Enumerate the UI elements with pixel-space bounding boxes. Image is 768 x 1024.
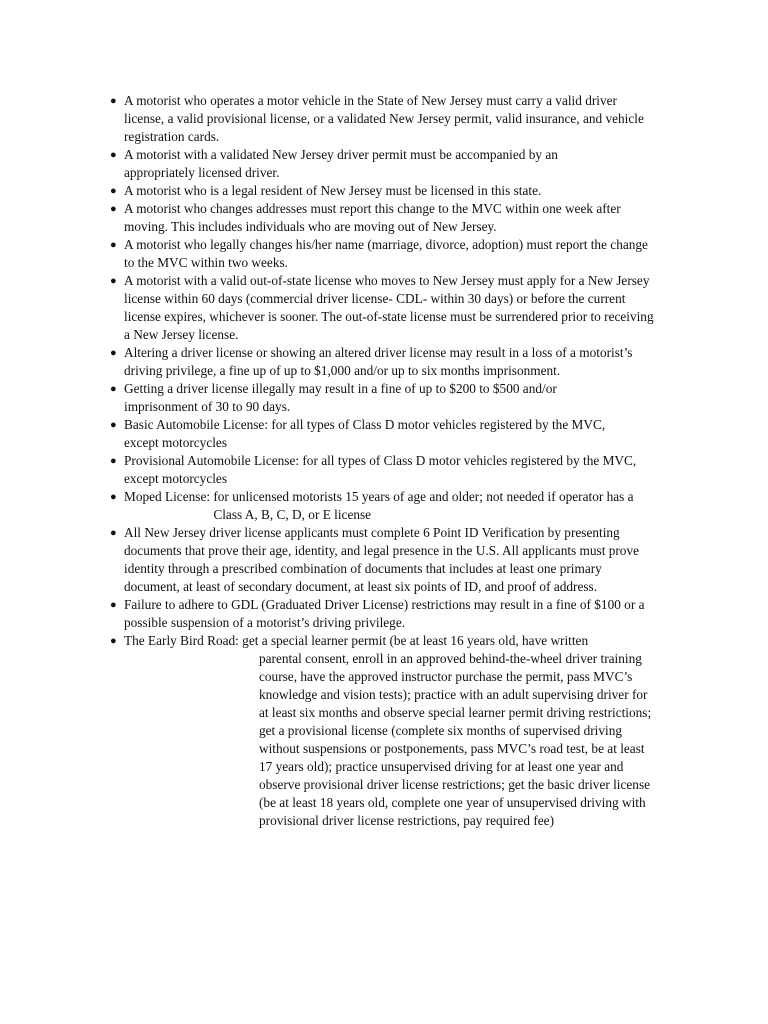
bullet-icon: ● (110, 635, 117, 647)
list-item-moped (110, 488, 670, 524)
bullet-icon: ● (110, 149, 117, 161)
item-text: Getting a driver license illegally may result in a fine of up to $200 to $500 and/or imprisonment of 30 to 90 days. (124, 381, 557, 414)
list-item (110, 344, 670, 380)
moped-label: Moped License: (124, 489, 214, 504)
early-bird-first-line: get a special learner permit (be at least 16 years old, have written (242, 633, 589, 648)
bullet-icon: ● (110, 239, 117, 251)
item-text: A motorist with a validated New Jersey driver permit must be accompanied by an appropriately licensed driver. (124, 147, 558, 180)
item-text: Provisional Automobile License: for all types of Class D motor vehicles registered by the MVC, except motorcycles (124, 453, 637, 486)
moped-text: for unlicensed motorists 15 years of age and older; not needed if operator has a Class A, B, C, D, or E license (213, 489, 634, 522)
early-bird-label: The Early Bird Road: (124, 633, 243, 648)
item-text: A motorist who legally changes his/her name (marriage, divorce, adoption) must report the change to the MVC within two weeks. (124, 237, 648, 270)
bullet-icon: ● (110, 203, 117, 215)
item-text: A motorist who operates a motor vehicle in the State of New Jersey must carry a valid driver license, a valid provisional license, or a validated New Jersey permit, valid insurance, and vehicle registration cards. (124, 93, 644, 144)
item-text: Failure to adhere to GDL (Graduated Driver License) restrictions may result in a fine of $100 or a possible suspension of a motorist’s driving privilege. (124, 597, 645, 630)
bullet-icon: ● (110, 455, 117, 467)
bullet-icon: ● (110, 95, 117, 107)
bullet-icon: ● (110, 185, 117, 197)
bullet-icon: ● (110, 275, 117, 287)
item-text: A motorist who changes addresses must report this change to the MVC within one week after moving. This includes individuals who are moving out of New Jersey. (124, 201, 621, 234)
early-bird-row (124, 632, 670, 650)
list-item (110, 200, 670, 236)
list-item (110, 596, 670, 632)
bullet-icon: ● (110, 527, 117, 539)
item-text: Basic Automobile License: for all types of Class D motor vehicles registered by the MVC, except motorcycles (124, 417, 606, 450)
item-text: All New Jersey driver license applicants must complete 6 Point ID Verification by presenting documents that prove their age, identity, and legal presence in the U.S. All applicants must prove identity through a prescribed combination of documents that includes at least one primary document, at least of secondary document, at least six points of ID, and proof of address. (124, 525, 639, 594)
list-item (110, 416, 670, 452)
bullet-icon: ● (110, 419, 117, 431)
list-item-early-bird (110, 632, 670, 830)
list-item (110, 236, 670, 272)
bullet-icon: ● (110, 599, 117, 611)
document-page (110, 92, 670, 830)
list-item (110, 146, 670, 182)
bullet-icon: ● (110, 383, 117, 395)
list-item (110, 380, 670, 416)
list-item (110, 272, 670, 344)
bullet-list (110, 92, 670, 830)
item-text: A motorist who is a legal resident of New Jersey must be licensed in this state. (124, 183, 542, 198)
moped-row (124, 488, 670, 524)
early-bird-text: parental consent, enroll in an approved behind-the-wheel driver training course, have the approved instructor purchase the permit, pass MVC’s knowledge and vision tests); practice with an adult supervising driver for at least six months and observe special learner permit driving restrictions; get a provisional license (complete six months of supervised driving without suspensions or postponements, pass MVC’s road test, be at least 17 years old); practice unsupervised driving for at least one year and observe provisional driver license restrictions; get the basic driver license (be at least 18 years old, complete one year of unsupervised driving with provisional driver license restrictions, pay required fee) (259, 651, 652, 828)
list-item (110, 92, 670, 146)
list-item (110, 452, 670, 488)
list-item (110, 524, 670, 596)
item-text: A motorist with a valid out-of-state license who moves to New Jersey must apply for a New Jersey license within 60 days (commercial driver license- CDL- within 30 days) or before the current license expires, whichever is sooner. The out-of-state license must be surrendered prior to receiving a New Jersey license. (124, 273, 654, 342)
bullet-icon: ● (110, 347, 117, 359)
item-text: Altering a driver license or showing an altered driver license may result in a loss of a motorist’s driving privilege, a fine up of up to $1,000 and/or up to six months imprisonment. (124, 345, 633, 378)
bullet-icon: ● (110, 491, 117, 503)
list-item (110, 182, 670, 200)
